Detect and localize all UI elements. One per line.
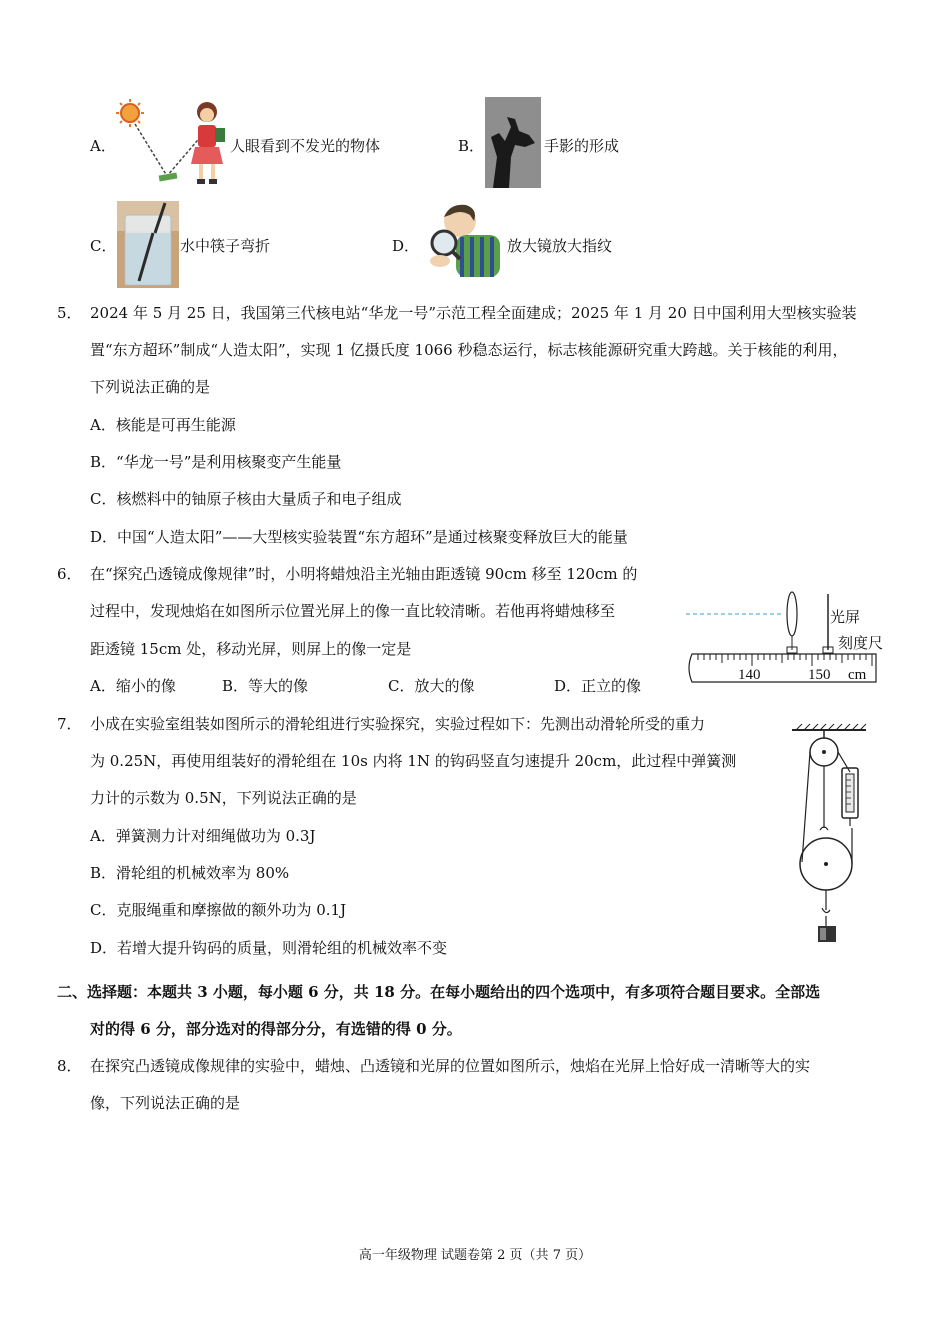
lens-ruler-figure: [686, 590, 886, 690]
question-line: 为 0.25N，再使用组装好的滑轮组在 10s 内将 1N 的钩码竖直匀速提升 20cm，此过程中弹簧测: [90, 752, 737, 770]
question-number: 6．: [57, 565, 82, 583]
question-line: 距透镜 15cm 处，移动光屏，则屏上的像一定是: [90, 640, 412, 658]
tick-label-150: 150: [808, 667, 831, 683]
section-title: 二、选择题：本题共 3 小题，每小题 6 分，共 18 分。在每小题给出的四个选项中，有多项符合题目要求。全部选: [57, 983, 821, 1001]
question-line: 力计的示数为 0.5N，下列说法正确的是: [90, 789, 357, 807]
question-number: 7．: [57, 715, 82, 733]
question-line: 下列说法正确的是: [90, 378, 211, 396]
question-line: 2024 年 5 月 25 日，我国第三代核电站“华龙一号”示范工程全面建成；2025 年 1 月 20 日中国利用大型核实验装: [90, 304, 857, 322]
answer-option: D．中国“人造太阳”——大型核实验装置“东方超环”是通过核聚变释放巨大的能量: [90, 528, 628, 546]
answer-option: A．核能是可再生能源: [90, 416, 236, 434]
ruler-label: 刻度尺: [838, 636, 884, 652]
answer-option: D．若增大提升钩码的质量，则滑轮组的机械效率不变: [90, 939, 448, 957]
option-letter: A．: [90, 137, 116, 155]
question-line: 在“探究凸透镜成像规律”时，小明将蜡烛沿主光轴由距透镜 90cm 移至 120cm 的: [90, 565, 638, 583]
option-text: 水中筷子弯折: [180, 237, 271, 255]
section-instructions: 对的得 6 分，部分选对的得部分分，有选错的得 0 分。: [90, 1020, 462, 1038]
answer-option: B．“华龙一号”是利用核聚变产生能量: [90, 453, 342, 471]
chopstick-in-water-figure: [117, 201, 179, 288]
page-footer: 高一年级物理 试题卷第 2 页（共 7 页）: [358, 1248, 592, 1263]
answer-option-c: C．放大的像: [388, 677, 475, 695]
hand-shadow-figure: [485, 97, 541, 188]
question-number: 8．: [57, 1057, 82, 1075]
option-letter: D．: [392, 237, 420, 255]
answer-option: B．滑轮组的机械效率为 80%: [90, 864, 290, 882]
option-letter: B．: [458, 137, 485, 155]
answer-option-a: A．缩小的像: [90, 677, 176, 695]
magnifier-figure: [420, 201, 505, 283]
ruler-ticks: [698, 654, 872, 666]
answer-option-b: B．等大的像: [222, 677, 309, 695]
question-line: 像，下列说法正确的是: [90, 1094, 241, 1112]
eye-sees-object-figure: [115, 98, 230, 190]
option-text: 放大镜放大指纹: [507, 237, 613, 255]
option-letter: C．: [90, 237, 117, 255]
answer-option: A．弹簧测力计对细绳做功为 0.3J: [90, 827, 316, 845]
option-text: 人眼看到不发光的物体: [230, 137, 381, 155]
answer-option: C．克服绳重和摩擦做的额外功为 0.1J: [90, 901, 347, 919]
option-text: 手影的形成: [544, 137, 620, 155]
pulley-system-figure: [786, 722, 876, 952]
tick-label-140: 140: [738, 667, 761, 683]
screen-label: 光屏: [830, 610, 861, 626]
unit-label: cm: [848, 667, 867, 683]
question-line: 在探究凸透镜成像规律的实验中，蜡烛、凸透镜和光屏的位置如图所示，烛焰在光屏上恰好成一清晰等大的实: [90, 1057, 811, 1075]
question-number: 5．: [57, 304, 82, 322]
answer-option-d: D．正立的像: [554, 677, 642, 695]
answer-option: C．核燃料中的铀原子核由大量质子和电子组成: [90, 490, 402, 508]
question-line: 小成在实验室组装如图所示的滑轮组进行实验探究，实验过程如下：先测出动滑轮所受的重力: [90, 715, 706, 733]
question-line: 过程中，发现烛焰在如图所示位置光屏上的像一直比较清晰。若他再将蜡烛移至: [90, 602, 616, 620]
question-line: 置“东方超环”制成“人造太阳”，实现 1 亿摄氏度 1066 秒稳态运行，标志核能源研究重大跨越。关于核能的利用，: [90, 341, 848, 359]
